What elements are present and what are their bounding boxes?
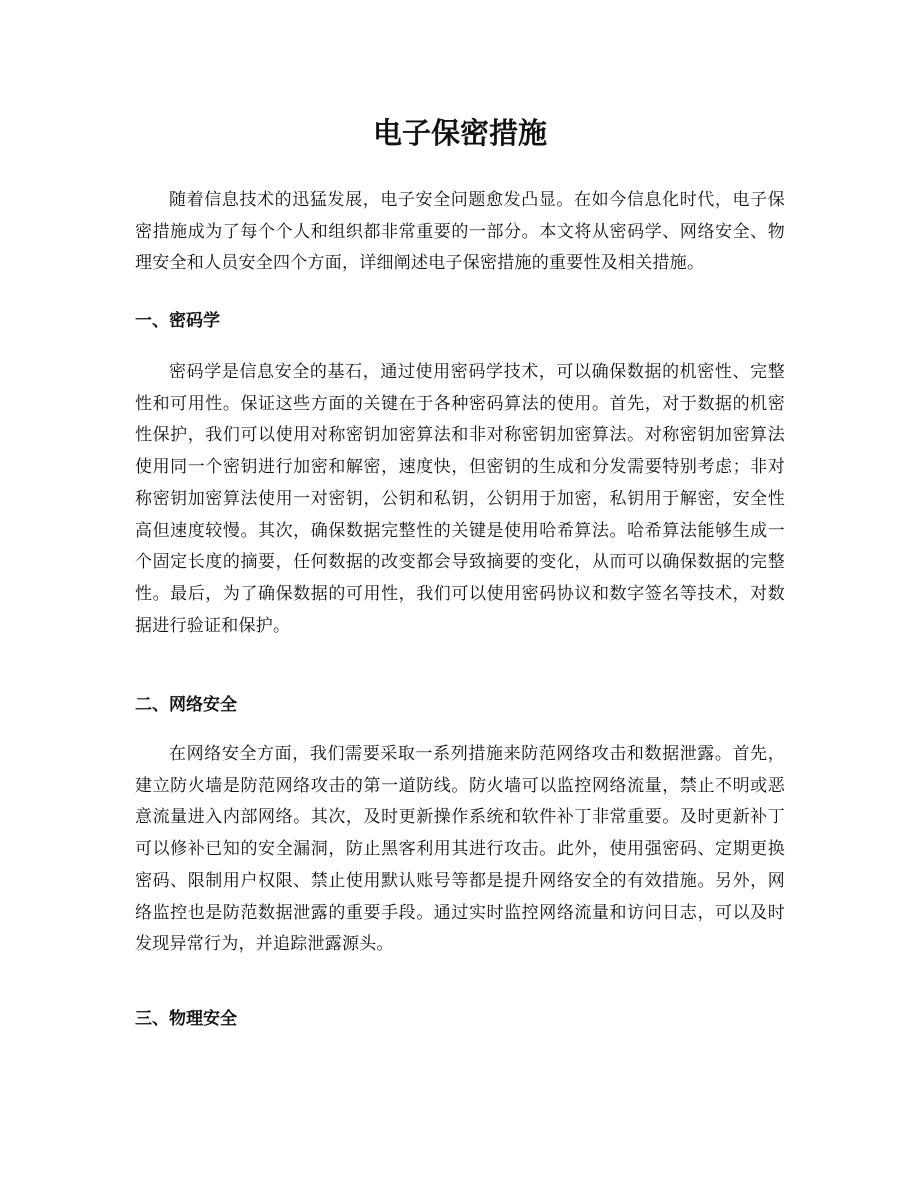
section-heading-cryptography: 一、密码学 bbox=[135, 311, 220, 331]
section-heading-network-security: 二、网络安全 bbox=[135, 695, 237, 715]
intro-paragraph: 随着信息技术的迅猛发展，电子安全问题愈发凸显。在如今信息化时代，电子保密措施成为了每个个人和组织都非常重要的一部分。本文将从密码学、网络安全、物理安全和人员安全四个方面，详细阐述电子保密措施的重要性及相关措施。 bbox=[135, 190, 785, 274]
section-heading-physical-security: 三、物理安全 bbox=[135, 1009, 237, 1029]
document-title: 电子保密措施 bbox=[372, 116, 547, 150]
section-paragraph-cryptography: 密码学是信息安全的基石，通过使用密码学技术，可以确保数据的机密性、完整性和可用性。保证这些方面的关键在于各种密码算法的使用。首先，对于数据的机密性保护，我们可以使用对称密钥加密算法和非对称密钥加密算法。对称密钥加密算法使用同一个密钥进行加密和解密，速度快，但密钥的生成和分发需要特别考虑；非对称密钥加密算法使用一对密钥，公钥和私钥，公钥用于加密，私钥用于解密，安全性高但速度较慢。其次，确保数据完整性的关键是使用哈希算法。哈希算法能够生成一个固定长度的摘要，任何数据的改变都会导致摘要的变化，从而可以确保数据的完整性。最后，为了确保数据的可用性，我们可以使用密码协议和数字签名等技术，对数据进行验证和保护。 bbox=[135, 362, 785, 636]
section-paragraph-network-security: 在网络安全方面，我们需要采取一系列措施来防范网络攻击和数据泄露。首先，建立防火墙是防范网络攻击的第一道防线。防火墙可以监控网络流量，禁止不明或恶意流量进入内部网络。其次，及时更新操作系统和软件补丁非常重要。及时更新补丁可以修补已知的安全漏洞，防止黑客利用其进行攻击。此外，使用强密码、定期更换密码、限制用户权限、禁止使用默认账号等都是提升网络安全的有效措施。另外，网络监控也是防范数据泄露的重要手段。通过实时监控网络流量和访问日志，可以及时发现异常行为，并追踪泄露源头。 bbox=[135, 744, 785, 955]
